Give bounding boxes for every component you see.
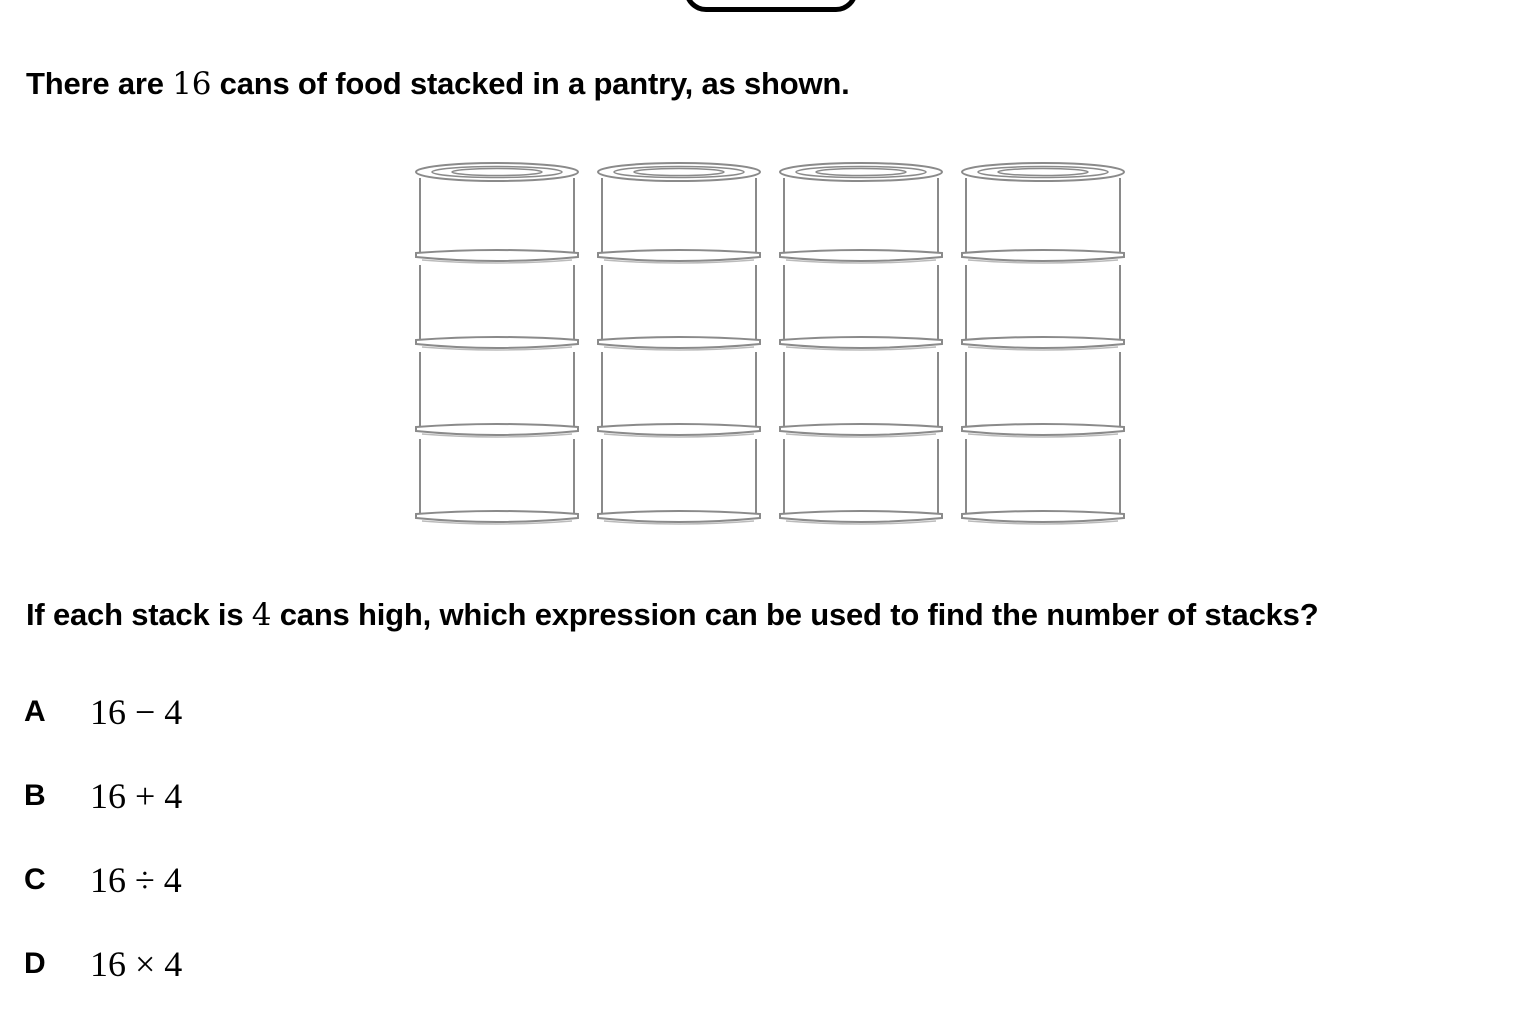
stem-text-2: cans of food stacked in a pantry, as shown. <box>211 66 850 101</box>
can-rim <box>416 250 578 261</box>
can-rim <box>780 250 942 261</box>
can-lid <box>780 163 942 181</box>
question-stem <box>26 66 850 102</box>
top-tab-shape <box>684 0 858 12</box>
option-expression: 16 × 4 <box>90 944 183 984</box>
can-rim <box>962 424 1124 435</box>
can-lid <box>962 163 1124 181</box>
can-rim <box>416 511 578 522</box>
option-letter: C <box>24 863 46 896</box>
can-rim <box>598 250 760 261</box>
can-rim <box>598 424 760 435</box>
can-rim <box>962 511 1124 522</box>
can-stacks-figure <box>406 148 1136 538</box>
can-rim <box>416 424 578 435</box>
can-rim <box>598 337 760 348</box>
can-rim <box>416 337 578 348</box>
prompt-number: 4 <box>251 597 272 633</box>
can-lid <box>416 163 578 181</box>
can-lid <box>598 163 760 181</box>
can-rim <box>780 511 942 522</box>
option-letter: B <box>24 779 46 812</box>
can-rim <box>962 250 1124 261</box>
option-letter: A <box>24 695 46 728</box>
stem-text-1: There are <box>26 66 173 101</box>
option-d[interactable] <box>24 944 182 984</box>
can-rim <box>780 424 942 435</box>
can-rim <box>598 511 760 522</box>
option-expression: 16 + 4 <box>90 776 183 816</box>
stem-number: 16 <box>172 66 212 102</box>
question-prompt <box>26 597 1318 633</box>
option-expression: 16 ÷ 4 <box>90 860 182 900</box>
option-c[interactable] <box>24 860 182 900</box>
option-a[interactable] <box>24 692 182 732</box>
prompt-text-2: cans high, which expression can be used to find the number of stacks? <box>271 597 1319 632</box>
prompt-text-1: If each stack is <box>26 597 252 632</box>
option-expression: 16 − 4 <box>90 692 183 732</box>
can-rim <box>780 337 942 348</box>
option-b[interactable] <box>24 776 182 816</box>
can-rim <box>962 337 1124 348</box>
option-letter: D <box>24 947 46 980</box>
